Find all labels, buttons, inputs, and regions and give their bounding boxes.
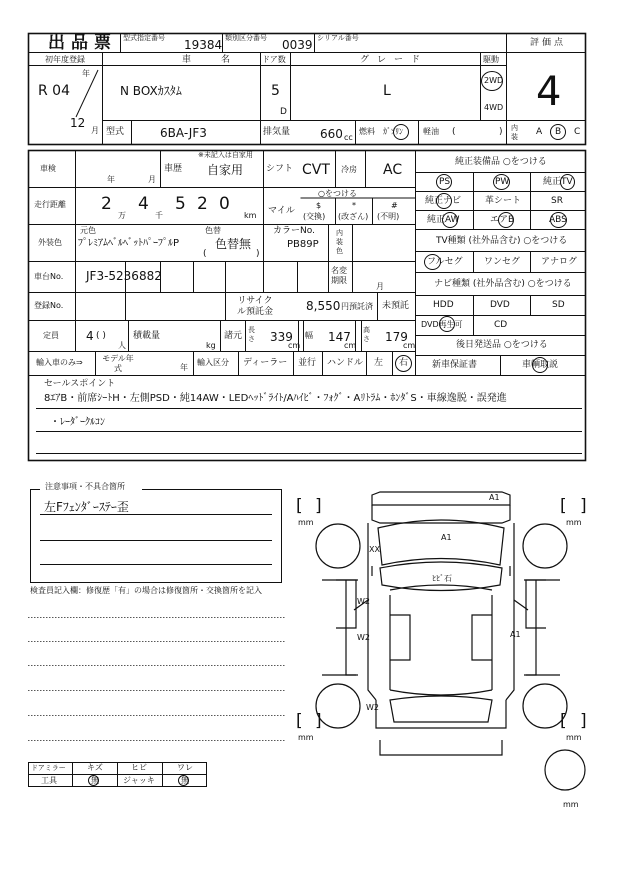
recycle-value: 8,550: [306, 299, 341, 313]
model-year-label: モデル年式: [102, 354, 134, 373]
later-manual: 車輌取説: [522, 360, 559, 370]
mileage-digit-1: 2: [101, 194, 112, 214]
rr-mm: mm: [566, 733, 582, 742]
first-reg-month: 12: [70, 116, 86, 130]
dealer-label: ディーラー: [243, 358, 288, 368]
height-value: 179: [385, 330, 408, 344]
mark-rear-left: W2: [366, 703, 379, 712]
shaken-month-unit: 月: [148, 175, 156, 184]
equip-airbag: エアB: [490, 215, 515, 225]
later-header: 後日発送品 ○をつける: [456, 340, 548, 350]
mile-label: マイル: [268, 206, 295, 216]
recycle-unit: 円預託済: [341, 302, 373, 311]
mileage-digit-2: 4: [138, 194, 149, 214]
genuine-header: 純正装備品 ○をつける: [455, 157, 547, 167]
model-code: 6BA-JF3: [160, 126, 207, 140]
mileage-label: 走行距離: [34, 200, 66, 209]
equip-abs-circle: [550, 212, 567, 228]
fuel-gasoline: ｶﾞｿﾘﾝ: [383, 127, 403, 136]
equip-tv: 純正TV: [543, 177, 573, 187]
interior-color-label: 内装色: [336, 229, 343, 255]
fl-bracket-open: [: [296, 496, 303, 516]
later-warranty: 新車保証書: [432, 360, 478, 370]
usage-label: 車歴: [164, 164, 183, 174]
first-reg-label: 初年度登録: [45, 55, 85, 64]
width-label: 幅: [305, 331, 313, 340]
load-label: 積載量: [133, 331, 161, 341]
katashiki-label: 型式指定番号: [123, 34, 165, 42]
interior-c: C: [574, 127, 581, 137]
equip-aw-circle: [442, 212, 458, 228]
mark-front-bumper: A1: [489, 493, 500, 502]
capacity-paren: ( ): [96, 331, 106, 341]
shift-label: シフト: [266, 164, 294, 174]
private-note: ※未記入は自家用: [198, 151, 253, 159]
first-reg-year: R 04: [38, 83, 70, 99]
unknown-text: (不明): [377, 212, 400, 221]
mark-windshield: ﾋﾋﾞ石: [432, 574, 452, 583]
ruibetsu-value: 0039: [282, 38, 313, 52]
sales-label: セールスポイント: [44, 379, 116, 389]
fuel-gasoline-circle: [393, 124, 409, 140]
color-change-paren-open: (: [203, 249, 207, 259]
length-label: 長さ: [248, 326, 255, 343]
interior-b: B: [555, 127, 562, 137]
equip-leather: 革シート: [485, 196, 522, 206]
width-unit: cm: [344, 341, 357, 350]
width-value: 147: [328, 330, 351, 344]
height-label: 高さ: [363, 326, 370, 343]
legend-tool-circle: [88, 775, 99, 786]
spare-mm: mm: [563, 800, 579, 809]
ac-value: AC: [383, 162, 403, 178]
equip-abs: ABS: [549, 215, 567, 225]
model-year-unit: 年: [180, 363, 188, 372]
navi-dvd: DVD: [490, 300, 510, 310]
navi-hdd: HDD: [433, 300, 454, 310]
interior-a: A: [536, 127, 543, 137]
displacement-value: 660: [320, 127, 343, 141]
score-value: 4: [536, 69, 562, 115]
car-name-label: 車名: [182, 55, 261, 65]
drive-2wd-circle: [481, 71, 503, 91]
shaken-year-unit: 年: [107, 175, 115, 184]
rr-bracket-open: [: [560, 711, 567, 731]
recycle-label: リサイクル預託金: [236, 296, 273, 317]
later-manual-circle: [532, 357, 548, 373]
tamper-mark: *: [352, 201, 356, 210]
inspector-label: 検査員記入欄：修復歴「有」の場合は修復箇所・交換箇所を記入: [30, 586, 262, 595]
fr-bracket-close: ]: [580, 496, 587, 516]
mileage-digit-5: 0: [219, 194, 230, 214]
handle-right: 右: [399, 358, 409, 368]
tamper-text: (改ざん): [338, 212, 369, 221]
reg-label: 登録No.: [34, 301, 64, 310]
katashiki-value: 19384: [184, 38, 223, 52]
fl-bracket-close: ]: [315, 496, 322, 516]
drive-2wd: 2WD: [484, 76, 504, 85]
height-unit: cm: [403, 341, 416, 350]
legend-scratch: キズ: [87, 763, 103, 772]
doors-label: ドア数: [262, 55, 286, 64]
recycle-unpaid: 未預託: [382, 301, 410, 311]
rl-bracket-close: ]: [315, 711, 322, 731]
color-change-value: 色替無: [215, 237, 252, 251]
name-change-month: 月: [376, 282, 384, 291]
sales-line-2: ・ﾚｰﾀﾞｰｸﾙｺﾝ: [50, 417, 105, 428]
displacement-unit: cc: [344, 133, 353, 142]
chassis-label: 車台No.: [34, 272, 64, 281]
mileage-digit-3: 5: [175, 194, 186, 214]
tv-header: TV種類 (社外品含む) ○をつける: [436, 236, 568, 246]
handle-left: 左: [374, 358, 384, 368]
shaken-label: 車検: [40, 164, 56, 173]
equip-ps-circle: [436, 174, 452, 190]
fr-bracket-open: [: [560, 496, 567, 516]
mileage-digit-4: 2: [197, 194, 208, 214]
equip-tv-circle: [560, 174, 575, 190]
import-type-label: 輸入区分: [197, 358, 229, 367]
door-type: D: [280, 107, 287, 117]
fuel-diesel: 軽油: [423, 127, 439, 136]
swap-text: (交換): [303, 212, 326, 221]
name-change-label: 名変期限: [331, 266, 347, 285]
color-change-paren-close: ): [256, 249, 260, 259]
car-name-value: N BOXｶｽﾀﾑ: [120, 84, 182, 98]
length-unit: cm: [288, 341, 301, 350]
import-label: 輸入車のみ⇒: [36, 358, 83, 367]
equip-navi-circle: [436, 193, 452, 209]
navi-dvd-play-circle: [439, 316, 455, 332]
orig-color-label: 元色: [80, 226, 96, 235]
color-no-label: カラーNo.: [273, 226, 315, 236]
mileage-man-unit: 万: [118, 211, 126, 220]
fr-mm: mm: [566, 518, 582, 527]
legend-crack: ヒビ: [131, 763, 147, 772]
first-reg-month-unit: 月: [91, 126, 99, 135]
equip-navi: 純正ナビ: [425, 196, 462, 206]
mark-front-left-fender: XX: [369, 545, 380, 554]
interior-b-circle: [550, 124, 566, 140]
rr-bracket-close: ]: [580, 711, 587, 731]
mark-right-rear-door: A1: [510, 630, 521, 639]
color-value: ﾌﾟﾚﾐｱﾑﾍﾞﾙﾍﾞｯﾄﾊﾟｰﾌﾟﾙP: [78, 238, 180, 249]
equip-ps: PS: [439, 177, 451, 187]
fuel-other-open: (: [452, 127, 456, 137]
capacity-unit: 人: [118, 341, 126, 350]
doors-value: 5: [271, 83, 280, 99]
load-unit: kg: [206, 341, 216, 350]
tv-fullseg: フルセグ: [427, 257, 463, 267]
mark-hood: A1: [441, 533, 452, 542]
ac-label: 冷房: [341, 165, 357, 174]
grade-label: グレード: [360, 55, 429, 65]
rl-bracket-open: [: [296, 711, 303, 731]
tv-analog: アナログ: [541, 257, 578, 267]
navi-header: ナビ種類 (社外品含む) ○をつける: [434, 279, 572, 289]
displacement-label: 排気量: [263, 127, 291, 137]
equip-pw-circle: [493, 174, 510, 190]
tv-oneseg: ワンセグ: [484, 257, 521, 267]
unknown-mark: #: [391, 201, 398, 210]
legend-jack-none: 無: [181, 776, 189, 785]
grade-value: L: [383, 83, 391, 99]
handle-label: ハンドル: [327, 358, 364, 368]
equip-sr: SR: [551, 196, 563, 206]
drive-4wd: 4WD: [484, 103, 504, 112]
first-reg-year-unit: 年: [82, 69, 90, 78]
km-unit: km: [244, 211, 257, 220]
mark-left-front-door: W2: [357, 597, 370, 606]
fuel-label: 燃料: [359, 127, 375, 136]
legend-jack-circle: [178, 775, 189, 786]
usage-value: 自家用: [207, 163, 244, 177]
mileage-sen-unit: 千: [155, 211, 163, 220]
chassis-value: JF3-5236882: [86, 269, 162, 283]
mileage-circle-note: ○をつける: [318, 189, 357, 198]
tv-fullseg-circle: [424, 254, 441, 270]
legend-break: ワレ: [177, 763, 193, 772]
equip-pw: PW: [495, 177, 510, 187]
drive-label: 駆動: [483, 55, 499, 64]
color-label: 外装色: [38, 238, 62, 247]
navi-dvd-play: DVD再生可: [421, 320, 463, 329]
legend-tool-none: 無: [91, 776, 99, 785]
sales-line-1: 8ｴｱB・前席ｼｰﾄH・左側PSD・純14AW・LEDﾍｯﾄﾞﾗｲﾄ/Aﾊｲﾋﾞ・ﾌｫｸﾞ・Aﾘﾄﾗﾑ・ﾎﾝﾀﾞS・車線逸脱・誤発進: [44, 393, 507, 404]
caution-label: 注意事項・不具合箇所: [45, 482, 125, 491]
model-label: 型式: [106, 127, 125, 137]
color-name-label: 色替: [205, 226, 221, 235]
navi-sd: SD: [552, 300, 565, 310]
legend-mirror: ドアミラー: [31, 764, 66, 772]
parallel-label: 並行: [298, 358, 317, 368]
caution-text: 左Fﾌｪﾝﾀﾞｰｽﾃｰ歪: [44, 500, 129, 514]
form-title: 出品票: [48, 33, 117, 53]
mark-left-rear-door: W2: [357, 633, 370, 642]
equip-aw: 純正AW: [427, 215, 460, 225]
shift-value: CVT: [302, 162, 330, 178]
rl-mm: mm: [298, 733, 314, 742]
capacity-value: 4: [86, 329, 94, 343]
fl-mm: mm: [298, 518, 314, 527]
dims-label: 諸元: [224, 331, 243, 341]
score-label: 評価点: [530, 38, 567, 48]
handle-right-circle: [395, 355, 412, 372]
ruibetsu-label: 類別区分番号: [225, 34, 267, 42]
color-no-value: PB89P: [287, 239, 319, 250]
swap-mark: $: [316, 201, 322, 210]
legend-tool: 工具: [41, 776, 57, 785]
legend-jack: ジャッキ: [123, 776, 155, 785]
fuel-other-close: ): [499, 127, 503, 137]
navi-cd: CD: [494, 320, 508, 330]
interior-label: 内装: [511, 124, 518, 141]
capacity-label: 定員: [43, 331, 59, 340]
serial-label: シリアル番号: [317, 34, 359, 42]
equip-airbag-circle: [498, 212, 514, 228]
length-value: 339: [270, 330, 293, 344]
